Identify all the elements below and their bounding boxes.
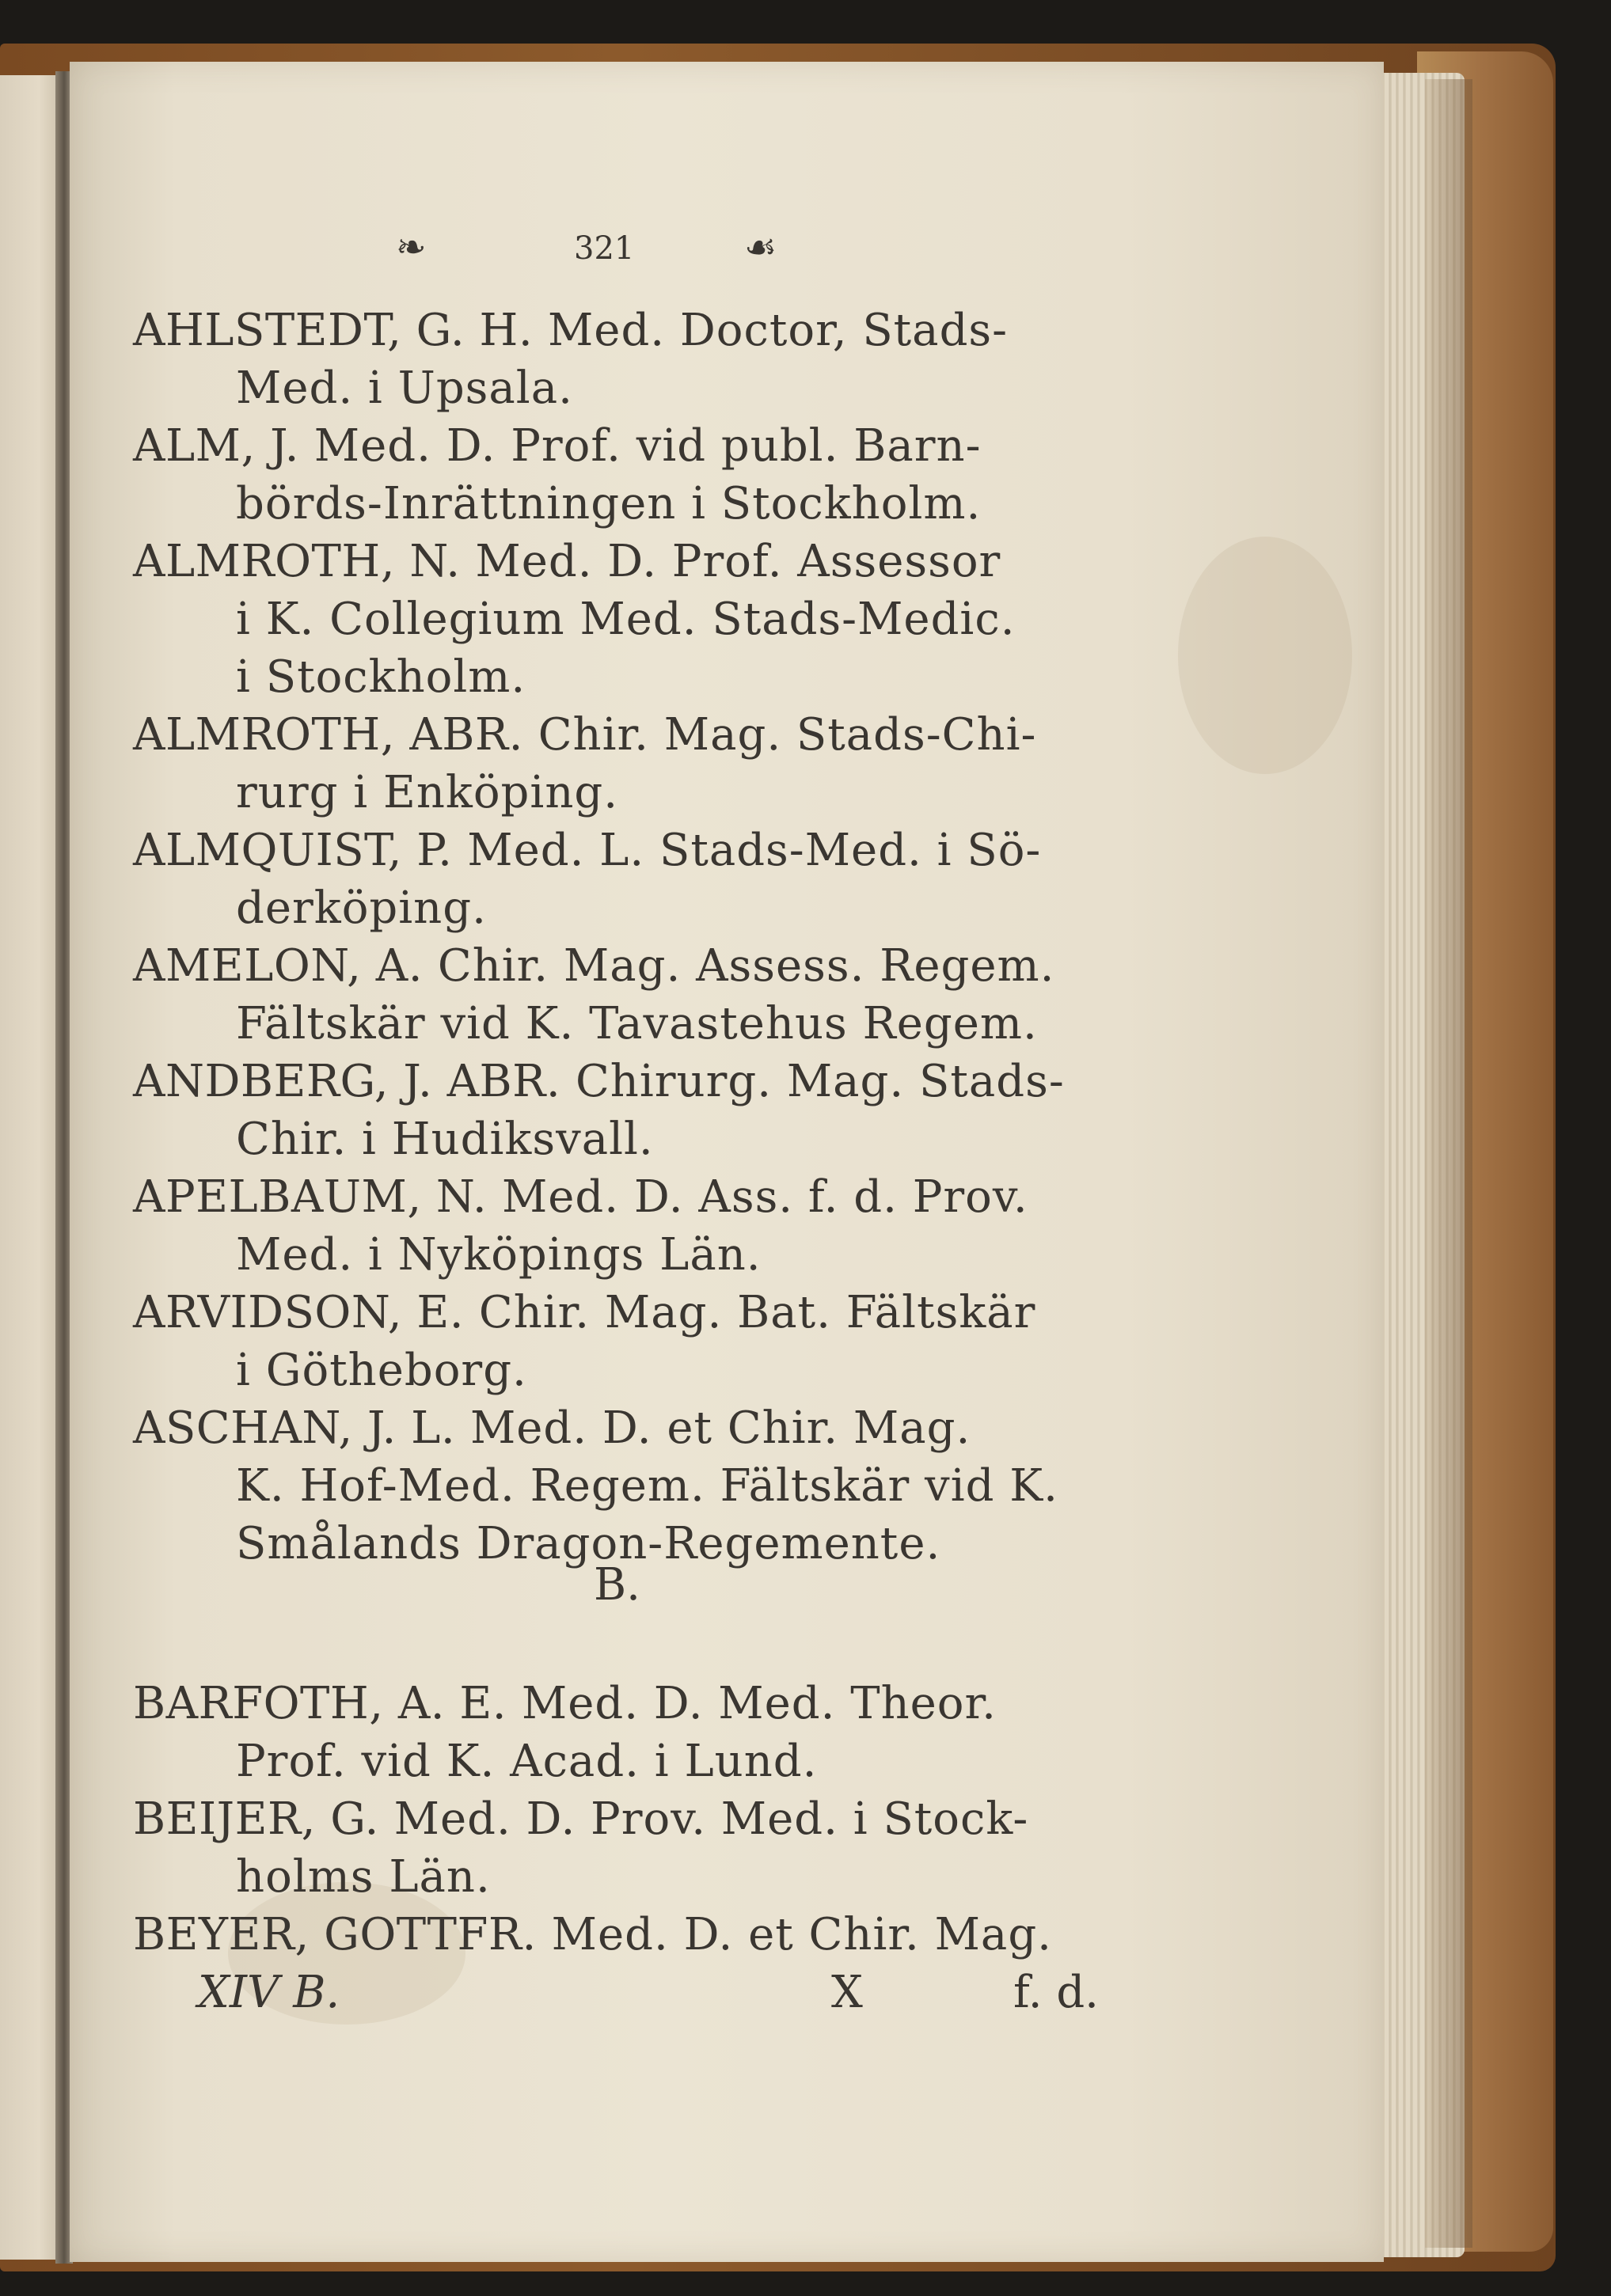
entry-continuation-line <box>236 1345 527 1396</box>
entry-text: Chir. Mag. Stads-Chi- <box>538 709 1037 761</box>
entry-text: Fältskär vid K. Tavastehus Regem. <box>236 998 1038 1049</box>
entry-text: Med. i Nyköpings Län. <box>236 1229 762 1281</box>
paper-stain <box>1178 537 1352 774</box>
entry-text: derköping. <box>236 882 487 934</box>
entry-name: ALM, J. <box>133 420 299 472</box>
entry-text: Chir. Mag. Bat. Fältskär <box>478 1287 1036 1338</box>
entry-name: BEYER, GOTTFR. <box>133 1909 537 1960</box>
entry-continuation-line <box>236 1460 1058 1512</box>
entry-text: Med. L. Stads-Med. i Sö- <box>467 825 1042 876</box>
entry-continuation-line <box>236 1229 762 1281</box>
entry-text: i Stockholm. <box>236 651 526 703</box>
page-edges-shadow <box>1425 79 1472 2248</box>
entry-text: i Götheborg. <box>236 1345 527 1396</box>
entry-continuation-line <box>236 1518 940 1569</box>
entry-continuation-line <box>236 1114 654 1165</box>
entry-name: ASCHAN, J. L. <box>133 1402 456 1454</box>
entry-head-line <box>133 1909 1052 1960</box>
entry-continuation-line <box>236 478 981 529</box>
entry-text: K. Hof-Med. Regem. Fältskär vid K. <box>236 1460 1058 1512</box>
entry-text: Chir. i Hudiksvall. <box>236 1114 654 1165</box>
left-ornament-icon: ❧ <box>396 226 427 268</box>
entry-head-line <box>133 825 1041 876</box>
entry-text: holms Län. <box>236 1851 491 1903</box>
entry-text: i K. Collegium Med. Stads-Medic. <box>236 594 1016 645</box>
entry-head-line <box>133 1402 971 1454</box>
entry-text: rurg i Enköping. <box>236 767 619 818</box>
entry-text: Med. Doctor, Stads- <box>547 305 1009 356</box>
entry-head-line <box>133 1287 1035 1338</box>
entry-continuation-line <box>236 594 1016 645</box>
entry-continuation-line <box>236 1736 817 1787</box>
signature-mark <box>198 1967 340 2018</box>
page-number: 321 <box>574 230 635 267</box>
entry-head-line <box>133 1171 1028 1223</box>
entry-name: ALMQUIST, P. <box>133 825 453 876</box>
section-heading: B. <box>594 1559 640 1611</box>
signature-text: XIV B. <box>198 1967 340 2018</box>
entry-name: BEIJER, G. <box>133 1793 379 1845</box>
entry-name: AMELON, A. <box>133 940 424 992</box>
entry-text: Med. D. Prov. Med. i Stock- <box>393 1793 1029 1845</box>
entry-continuation-line <box>236 362 573 414</box>
entry-head-line <box>133 420 982 472</box>
entry-text: Med. D. et Chir. Mag. <box>469 1402 971 1454</box>
catchword: f. d. <box>1013 1967 1099 2018</box>
entry-name: ALMROTH, ABR. <box>133 709 523 761</box>
entry-continuation-line <box>236 1851 491 1903</box>
entry-name: ANDBERG, J. ABR. <box>133 1056 561 1107</box>
entry-text: Med. D. Ass. f. d. Prov. <box>501 1171 1028 1223</box>
page-header <box>396 226 839 281</box>
entry-name: ALMROTH, N. <box>133 536 461 587</box>
entry-continuation-line <box>236 882 487 934</box>
entry-text: Med. D. Prof. Assessor <box>475 536 1001 587</box>
entry-text: Med. D. Med. Theor. <box>521 1678 997 1729</box>
entry-name: AHLSTEDT, G. H. <box>133 305 534 356</box>
entry-continuation-line <box>236 998 1038 1049</box>
entry-text: Chir. Mag. Assess. Regem. <box>437 940 1055 992</box>
entry-head-line <box>133 305 1008 356</box>
entry-continuation-line <box>236 767 618 818</box>
entry-text: Smålands Dragon-Regemente. <box>236 1518 941 1569</box>
entry-text: Chirurg. Mag. Stads- <box>575 1056 1065 1107</box>
entry-text: Med. D. Prof. vid publ. Barn- <box>313 420 982 472</box>
entry-continuation-line <box>236 651 526 703</box>
entry-text: Med. D. et Chir. Mag. <box>551 1909 1052 1960</box>
entry-head-line <box>133 1793 1028 1845</box>
entry-text: Med. i Upsala. <box>236 362 573 414</box>
entry-name: APELBAUM, N. <box>133 1171 488 1223</box>
entry-head-line <box>133 536 1001 587</box>
entry-name: ARVIDSON, E. <box>133 1287 465 1338</box>
entry-text: Prof. vid K. Acad. i Lund. <box>236 1736 818 1787</box>
entry-head-line <box>133 709 1036 761</box>
right-ornament-icon: ☙ <box>744 226 777 268</box>
volume-mark: X <box>831 1967 863 2018</box>
entry-head-line <box>133 1678 997 1729</box>
entry-name: BARFOTH, A. E. <box>133 1678 507 1729</box>
entry-text: börds-Inrättningen i Stockholm. <box>236 478 982 529</box>
entry-head-line <box>133 940 1054 992</box>
entry-head-line <box>133 1056 1065 1107</box>
